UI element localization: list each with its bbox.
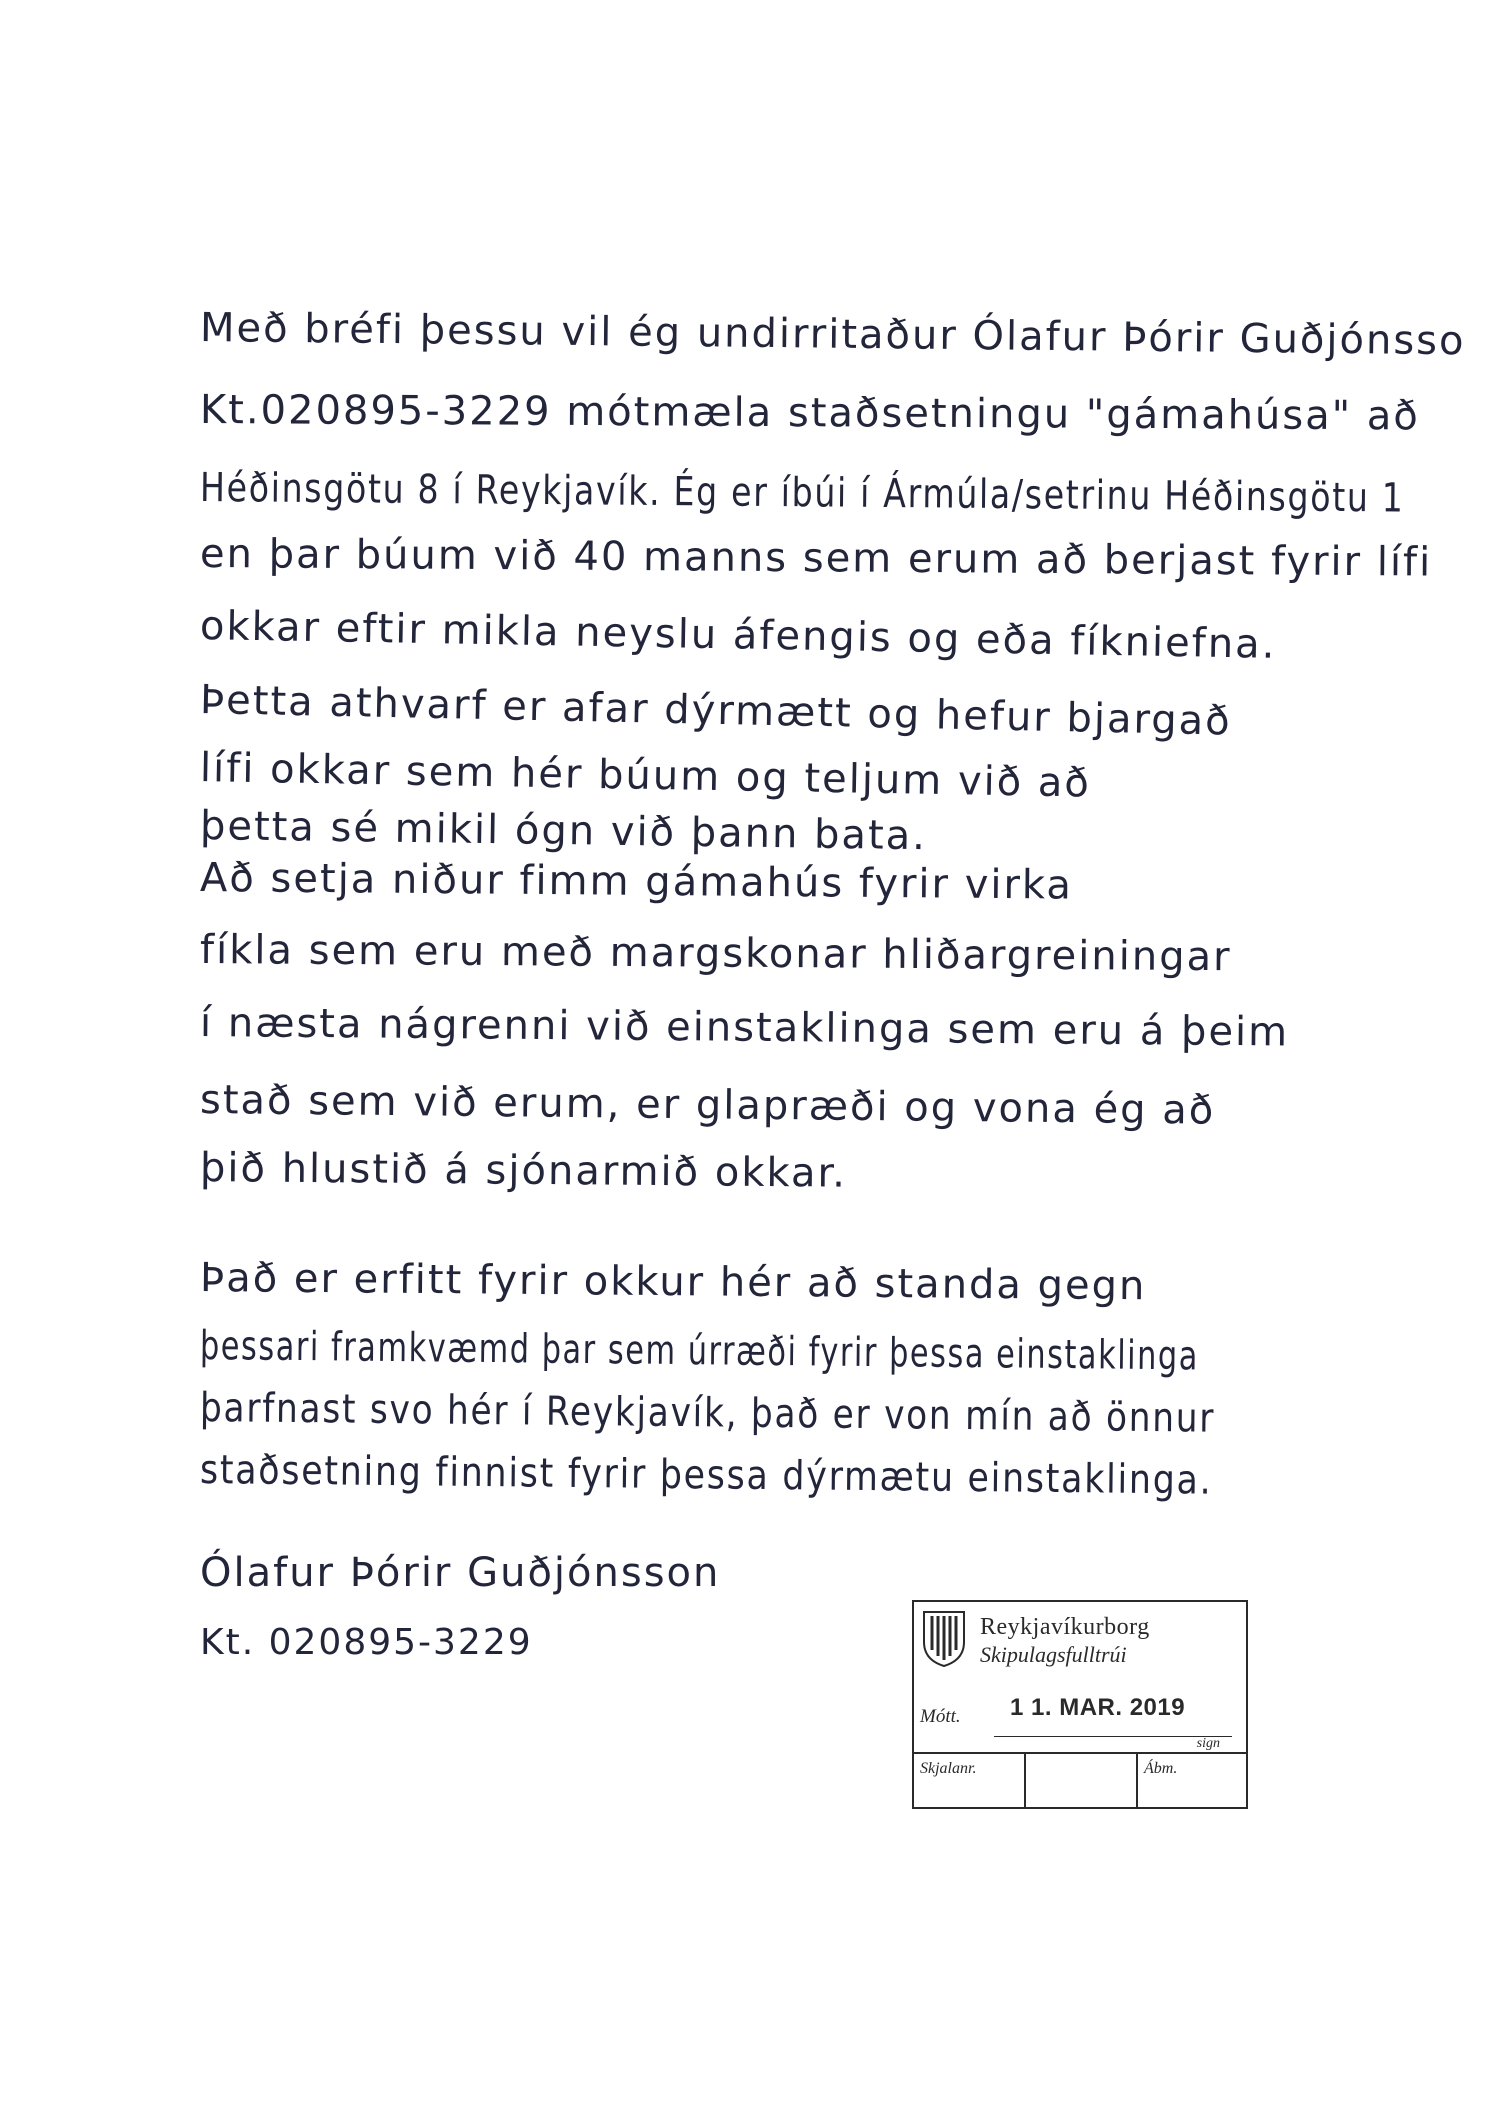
stamp-divider — [1136, 1752, 1138, 1807]
text-line: lífi okkar sem hér búum og teljum við að — [199, 745, 1092, 807]
text-line: en þar búum við 40 manns sem erum að berjast fyrir lífi — [199, 531, 1433, 586]
stamp-date: 1 1. MAR. 2019 — [1010, 1694, 1186, 1721]
received-stamp — [912, 1600, 1248, 1809]
text-line: okkar eftir mikla neyslu áfengis og eða fíkniefna. — [199, 603, 1277, 668]
stamp-dept: Skipulagsfulltrúi — [980, 1642, 1127, 1667]
stamp-ahm-label: Ábm. — [1144, 1760, 1178, 1777]
signature-kt: Kt. 020895-3229 — [200, 1622, 533, 1663]
text-line: Þetta athvarf er afar dýrmætt og hefur bjargað — [199, 677, 1233, 745]
text-line: þið hlustið á sjónarmið okkar. — [199, 1145, 848, 1197]
text-line: þetta sé mikil ógn við þann bata. — [199, 803, 928, 860]
text-line: Kt.020895-3229 mótmæla staðsetningu "gámahúsa" að — [199, 387, 1420, 440]
stamp-divider — [1024, 1752, 1026, 1807]
text-line: staðsetning finnist fyrir þessa dýrmætu einstaklinga. — [199, 1447, 1213, 1504]
stamp-bottom-row — [914, 1752, 1246, 1807]
text-line: þarfnast svo hér í Reykjavík, það er von mín að önnur — [199, 1385, 1216, 1442]
signature-name: Ólafur Þórir Guðjónsson — [200, 1550, 721, 1596]
text-line: Það er erfitt fyrir okkur hér að standa gegn — [199, 1255, 1147, 1310]
stamp-org: Reykjavíkurborg — [980, 1614, 1150, 1640]
text-line: stað sem við erum, er glapræði og vona ég að — [199, 1077, 1216, 1134]
stamp-sign-label: sign — [1196, 1736, 1220, 1751]
text-line: í næsta nágrenni við einstaklinga sem eru á þeim — [199, 1000, 1290, 1056]
stamp-header — [914, 1602, 1246, 1680]
text-line: Að setja niður fimm gámahús fyrir virka — [199, 855, 1074, 909]
stamp-received-row — [914, 1680, 1246, 1754]
text-line: þessari framkvæmd þar sem úrræði fyrir þessa einstaklinga — [199, 1323, 1200, 1380]
text-line: Með bréfi þessu vil ég undirritaður Ólafur Þórir Guðjónsso — [199, 305, 1466, 365]
reykjavik-crest-icon — [922, 1610, 966, 1668]
text-line: Héðinsgötu 8 í Reykjavík. Ég er íbúi í Ármúla/setrinu Héðinsgötu 1 — [199, 465, 1405, 522]
stamp-skjal-label: Skjalanr. — [920, 1760, 977, 1777]
stamp-mott-label: Mótt. — [920, 1706, 961, 1727]
text-line: fíkla sem eru með margskonar hliðargreiningar — [199, 927, 1232, 981]
